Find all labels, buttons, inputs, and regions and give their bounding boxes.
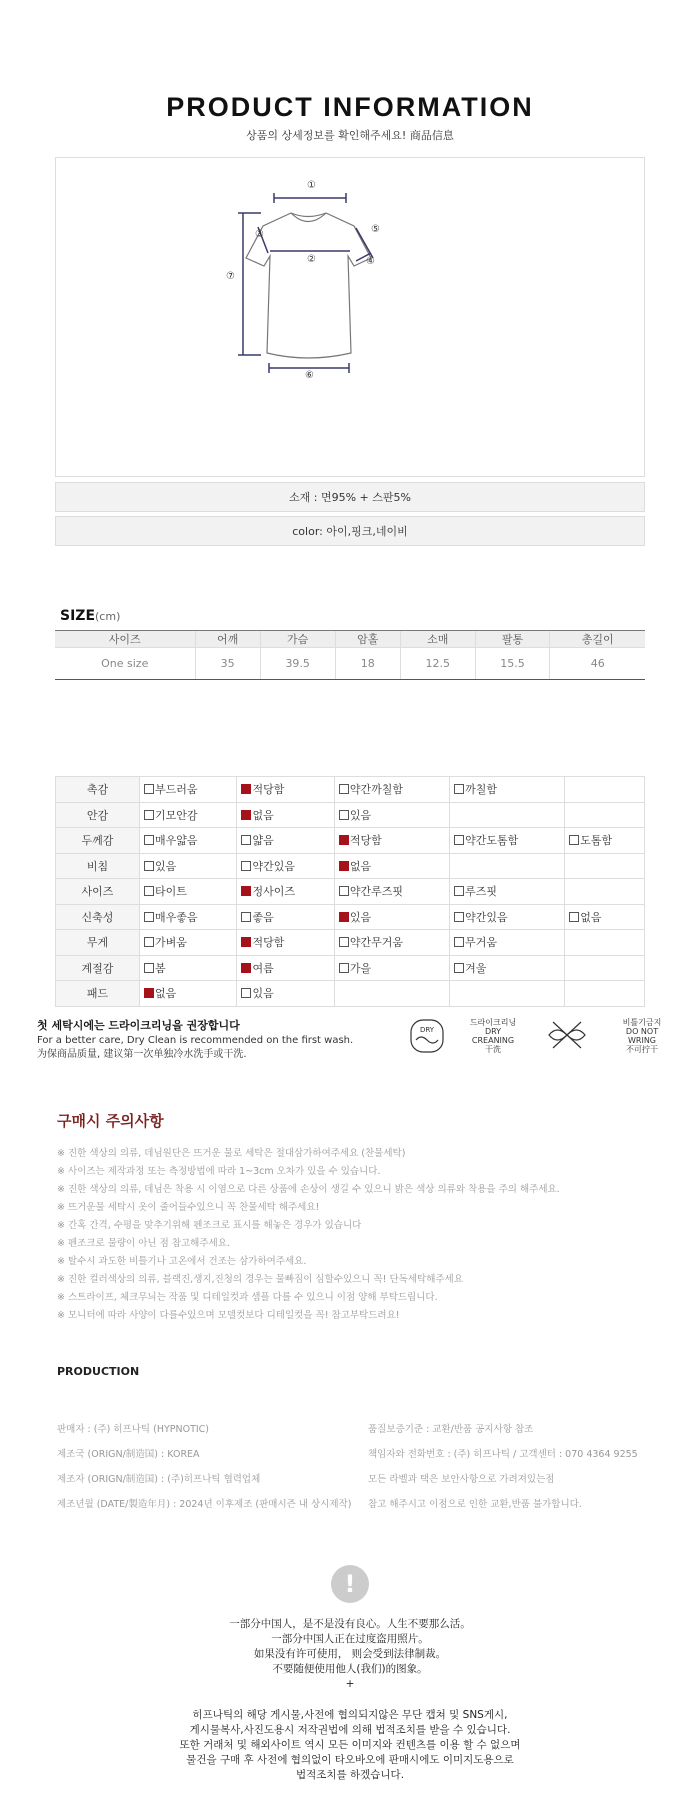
no-wring-symbol-icon: [532, 1018, 602, 1054]
size-section-label: [60, 608, 120, 624]
attribute-option-label: 가을: [349, 961, 372, 975]
attribute-option-label: 약간루즈핏: [349, 885, 404, 899]
marker-7: ⑦: [226, 271, 235, 282]
attribute-cell: [565, 955, 645, 981]
attribute-option-label: 겨울: [465, 961, 487, 975]
washing-line-cn: 为保商品质量, 建议第一次单独冷水洗手或干洗.: [37, 1049, 247, 1060]
attribute-option-label: 매우얇음: [155, 834, 198, 848]
attribute-option-label: 봄: [155, 961, 166, 975]
production-right-column: [368, 1417, 688, 1517]
table-row: [56, 981, 645, 1007]
attribute-cell: [450, 879, 565, 905]
attribute-option-label: 루즈핏: [465, 885, 497, 899]
attribute-cell: [450, 828, 565, 854]
checked-checkbox: [241, 937, 251, 947]
attribute-option-label: 없음: [155, 987, 177, 1001]
size-header: 소매: [400, 631, 475, 648]
checked-checkbox: [339, 861, 349, 871]
checkbox: [144, 912, 154, 922]
list-item: ※ 모니터에 따라 사양이 다를수있으며 모델컷보다 디테일컷을 꼭! 참고부탁드려요!: [57, 1310, 400, 1321]
production-item: 모든 라벨과 택은 보안사항으로 가려져있는점: [368, 1474, 555, 1485]
washing-line-en: For a better care, Dry Clean is recommended on the first wash.: [37, 1035, 354, 1046]
attribute-cell: [334, 777, 449, 803]
table-row: [56, 828, 645, 854]
table-row: [56, 955, 645, 981]
attribute-label: 패드: [56, 981, 140, 1007]
checkbox: [144, 937, 154, 947]
attribute-option-label: 여름: [252, 961, 274, 975]
washing-headline: 첫 세탁시에는 드라이크리닝을 권장합니다: [37, 1019, 240, 1032]
size-unit: (cm): [95, 610, 121, 623]
attribute-option-label: 약간있음: [465, 910, 508, 924]
attribute-cell: [237, 777, 334, 803]
attribute-cell: [565, 930, 645, 956]
attribute-option-label: 매우좋음: [155, 910, 198, 924]
checkbox: [241, 835, 251, 845]
attribute-cell: [237, 930, 334, 956]
table-row: [56, 879, 645, 905]
attribute-cell: [450, 802, 565, 828]
copyright-line: +: [345, 1678, 355, 1690]
attribute-option-label: 적당함: [252, 936, 285, 950]
attribute-cell: [565, 853, 645, 879]
attribute-cell: [565, 828, 645, 854]
attribute-label: 비침: [56, 853, 140, 879]
attribute-cell: [237, 904, 334, 930]
size-cell: 35: [195, 648, 260, 680]
copyright-line: 一部分中国人，是不是没有良心。人生不要那么活。: [229, 1618, 471, 1630]
attribute-cell: [140, 981, 237, 1007]
attribute-option-label: 적당함: [349, 834, 382, 848]
attribute-option-label: 적당함: [252, 783, 285, 797]
list-item: ※ 사이즈는 제작과정 또는 측정방법에 따라 1~3cm 오차가 있을 수 있습니다.: [57, 1166, 381, 1177]
checkbox: [339, 784, 349, 794]
checkbox: [454, 912, 464, 922]
attribute-option-label: 있음: [155, 859, 177, 873]
washing-notice: [37, 1019, 353, 1062]
table-row: [56, 802, 645, 828]
attribute-cell: [450, 930, 565, 956]
list-item: ※ 탈수시 과도한 비틀기나 고온에서 건조는 삼가하여주세요.: [57, 1256, 307, 1267]
attribute-cell: [565, 777, 645, 803]
attribute-option-label: 가벼움: [155, 936, 187, 950]
copyright-line: 법적조치를 하겠습니다.: [295, 1769, 405, 1781]
attribute-option-label: 없음: [349, 859, 372, 873]
list-item: ※ 뜨거운물 세탁시 옷이 줄어들수있으니 꼭 찬물세탁 해주세요!: [57, 1202, 320, 1213]
attribute-cell: [140, 802, 237, 828]
attribute-cell: [140, 930, 237, 956]
attribute-cell: [450, 904, 565, 930]
production-item: 제조자 (ORIGN/制造国) : (주)히프나틱 협력업체: [57, 1474, 261, 1485]
checkbox: [569, 835, 579, 845]
checked-checkbox: [339, 912, 349, 922]
attribute-cell: [565, 802, 645, 828]
attribute-cell: [140, 955, 237, 981]
attribute-option-label: 타이트: [155, 885, 187, 899]
attribute-cell: [334, 828, 449, 854]
checkbox: [144, 861, 154, 871]
production-item: 제조년월 (DATE/製造年月) : 2024년 이후제조 (판매시즌 내 상시제작): [57, 1499, 352, 1510]
size-header: 사이즈: [55, 631, 195, 648]
checkbox: [241, 988, 251, 998]
copyright-notice: [0, 1617, 700, 1783]
size-header: 암홀: [335, 631, 400, 648]
attribute-cell: [450, 853, 565, 879]
attribute-option-label: 정사이즈: [252, 885, 295, 899]
checkbox: [144, 835, 154, 845]
attribute-cell: [565, 879, 645, 905]
size-header: 총길이: [550, 631, 645, 648]
attribute-cell: [334, 981, 449, 1007]
copyright-line: 또한 거래처 및 해외사이트 역시 모든 이미지와 컨텐츠를 이용 할 수 없으며: [179, 1739, 521, 1751]
attribute-option-label: 기모안감: [155, 808, 198, 822]
warning-icon: !: [331, 1565, 369, 1603]
color-row: color: 아이,핑크,네이비: [55, 516, 645, 546]
no-wring-icon: 비틀기금지 DO NOT WRING 不可拧干: [622, 1018, 662, 1054]
attribute-option-label: 좋음: [252, 910, 274, 924]
table-row: [55, 648, 645, 680]
size-cell: 15.5: [475, 648, 550, 680]
list-item: ※ 펜조크로 물량이 아닌 점 참고해주세요.: [57, 1238, 230, 1249]
attribute-label: 안감: [56, 802, 140, 828]
attribute-option-label: 약간무거움: [349, 936, 404, 950]
table-row: [56, 777, 645, 803]
attribute-option-label: 약간있음: [252, 859, 295, 873]
attribute-option-label: 있음: [349, 910, 372, 924]
checkbox: [144, 886, 154, 896]
attribute-cell: [140, 904, 237, 930]
size-label-text: SIZE: [60, 608, 96, 624]
attribute-cell: [237, 802, 334, 828]
checkbox: [569, 912, 579, 922]
attribute-cell: [140, 777, 237, 803]
list-item: ※ 진한 컬러색상의 의류, 블랙진,생지,진청의 경우는 물빠짐이 심할수있으니 꼭! 단독세탁해주세요: [57, 1274, 463, 1285]
dry-icon: [392, 1018, 462, 1058]
attribute-option-label: 약간도톰함: [465, 834, 519, 848]
attribute-cell: [237, 828, 334, 854]
tshirt-measurement-diagram: [56, 158, 646, 478]
checkbox: [241, 861, 251, 871]
page-title: PRODUCT INFORMATION: [166, 92, 534, 122]
production-title: PRODUCTION: [57, 1365, 140, 1378]
checkbox: [144, 963, 154, 973]
size-table: [55, 630, 645, 680]
attribute-label: 무게: [56, 930, 140, 956]
attribute-label: 계절감: [56, 955, 140, 981]
attribute-cell: [565, 904, 645, 930]
attribute-option-label: 까칠함: [465, 783, 497, 797]
marker-6: ⑥: [305, 370, 314, 381]
material-row: 소재 : 면95% + 스판5%: [55, 482, 645, 512]
production-item: 품질보증기준 : 교환/반품 공지사항 참조: [368, 1424, 534, 1435]
attribute-cell: [237, 981, 334, 1007]
attribute-cell: [140, 853, 237, 879]
attribute-cell: [334, 955, 449, 981]
attribute-option-label: 있음: [349, 808, 372, 822]
list-item: ※ 진한 색상의 의류, 데님은 착용 시 이염으로 다른 상품에 손상이 생길 수 있으니 밝은 색상 의류와 착용을 주의 해주세요.: [57, 1184, 560, 1195]
list-item: ※ 진한 색상의 의류, 데님원단은 뜨거운 물로 세탁은 절대삼가하여주세요 (찬물세탁): [57, 1148, 406, 1159]
marker-2: ②: [307, 254, 316, 265]
fabric-attribute-table: [55, 776, 645, 1007]
notice-list: [57, 1145, 560, 1325]
attribute-option-label: 도톰함: [580, 834, 613, 848]
size-cell: 39.5: [260, 648, 335, 680]
copyright-line: 如果没有许可使用， 则会受到法律制裁。: [253, 1648, 447, 1660]
checked-checkbox: [241, 886, 251, 896]
attribute-cell: [237, 955, 334, 981]
notice-title: 구매시 주의사항: [57, 1112, 164, 1130]
checkbox: [454, 835, 464, 845]
copyright-line: 히프나틱의 해당 게시물,사전에 협의되지않은 무단 캡쳐 및 SNS게시,: [192, 1709, 508, 1721]
size-cell: 18: [335, 648, 400, 680]
size-header: 팔통: [475, 631, 550, 648]
list-item: ※ 스트라이프, 체크무늬는 작품 및 디테일컷과 샘플 다를 수 있으니 이점 양해 부탁드립니다.: [57, 1292, 438, 1303]
attribute-cell: [237, 853, 334, 879]
attribute-cell: [334, 802, 449, 828]
attribute-cell: [334, 879, 449, 905]
attribute-option-label: 무거움: [465, 936, 497, 950]
attribute-label: 사이즈: [56, 879, 140, 905]
attribute-cell: [565, 981, 645, 1007]
size-cell: 12.5: [400, 648, 475, 680]
attribute-option-label: 있음: [252, 987, 274, 1001]
table-row: [56, 853, 645, 879]
size-header: 어깨: [195, 631, 260, 648]
table-row: [56, 904, 645, 930]
copyright-line: 게시물복사,사진도용시 저작권법에 의해 법적조치를 받을 수 있습니다.: [189, 1724, 511, 1736]
attribute-option-label: 약간까칠함: [349, 783, 404, 797]
attribute-option-label: 없음: [580, 910, 602, 924]
attribute-option-label: 얇음: [252, 834, 274, 848]
copyright-line: 不要随便使用他人(我们)的图象。: [272, 1663, 428, 1675]
list-item: ※ 간혹 간격, 수평을 맞추기위해 펜조크로 표시를 해놓은 경우가 있습니다: [57, 1220, 362, 1231]
attribute-cell: [140, 828, 237, 854]
attribute-label: 두께감: [56, 828, 140, 854]
attribute-option-label: 없음: [252, 808, 274, 822]
checkbox: [454, 886, 464, 896]
attribute-cell: [140, 879, 237, 905]
attribute-label: 신축성: [56, 904, 140, 930]
size-cell: One size: [55, 648, 195, 680]
attribute-cell: [334, 930, 449, 956]
attribute-option-label: 부드러움: [155, 783, 198, 797]
attribute-label: 촉감: [56, 777, 140, 803]
checked-checkbox: [241, 784, 251, 794]
dry-icon-label: DRY: [419, 1026, 435, 1034]
garment-diagram-box: [55, 157, 645, 477]
marker-1: ①: [307, 180, 316, 191]
checked-checkbox: [144, 988, 154, 998]
attribute-cell: [334, 904, 449, 930]
attribute-cell: [450, 955, 565, 981]
table-row: [56, 930, 645, 956]
page-subtitle: 상품의 상세정보를 확인해주세요! 商品信息: [246, 129, 454, 142]
checkbox: [241, 912, 251, 922]
copyright-line: 一部分中国人正在过度盗用照片。: [271, 1633, 429, 1645]
checkbox: [454, 784, 464, 794]
marker-4: ④: [366, 256, 375, 267]
production-left-column: [57, 1417, 357, 1517]
size-cell: 46: [550, 648, 645, 680]
attribute-cell: [237, 879, 334, 905]
checkbox: [144, 810, 154, 820]
marker-5: ⑤: [371, 224, 380, 235]
attribute-cell: [450, 777, 565, 803]
checkbox: [144, 784, 154, 794]
size-header: 가슴: [260, 631, 335, 648]
production-item: 판매자 : (주) 히프나틱 (HYPNOTIC): [57, 1424, 210, 1435]
checkbox: [454, 937, 464, 947]
marker-3: ③: [255, 229, 264, 240]
checkbox: [339, 937, 349, 947]
checkbox: [339, 886, 349, 896]
copyright-line: 물건을 구매 후 사전에 협의없이 타오바오에 판매시에도 이미지도용으로: [186, 1754, 514, 1766]
production-item: 제조국 (ORIGN/制造国) : KOREA: [57, 1449, 200, 1460]
checkbox: [339, 963, 349, 973]
checked-checkbox: [241, 963, 251, 973]
dry-cleaning-icon: 드라이크리닝 DRY CREANING 干洗: [469, 1018, 517, 1054]
attribute-cell: [450, 981, 565, 1007]
production-item: 책임자와 전화번호 : (주) 히프나틱 / 고객센터 : 070 4364 9255: [368, 1449, 638, 1460]
production-item: 참고 해주시고 이점으로 인한 교환,반품 불가합니다.: [368, 1499, 582, 1510]
checkbox: [339, 810, 349, 820]
checked-checkbox: [339, 835, 349, 845]
attribute-cell: [334, 853, 449, 879]
checkbox: [454, 963, 464, 973]
checked-checkbox: [241, 810, 251, 820]
